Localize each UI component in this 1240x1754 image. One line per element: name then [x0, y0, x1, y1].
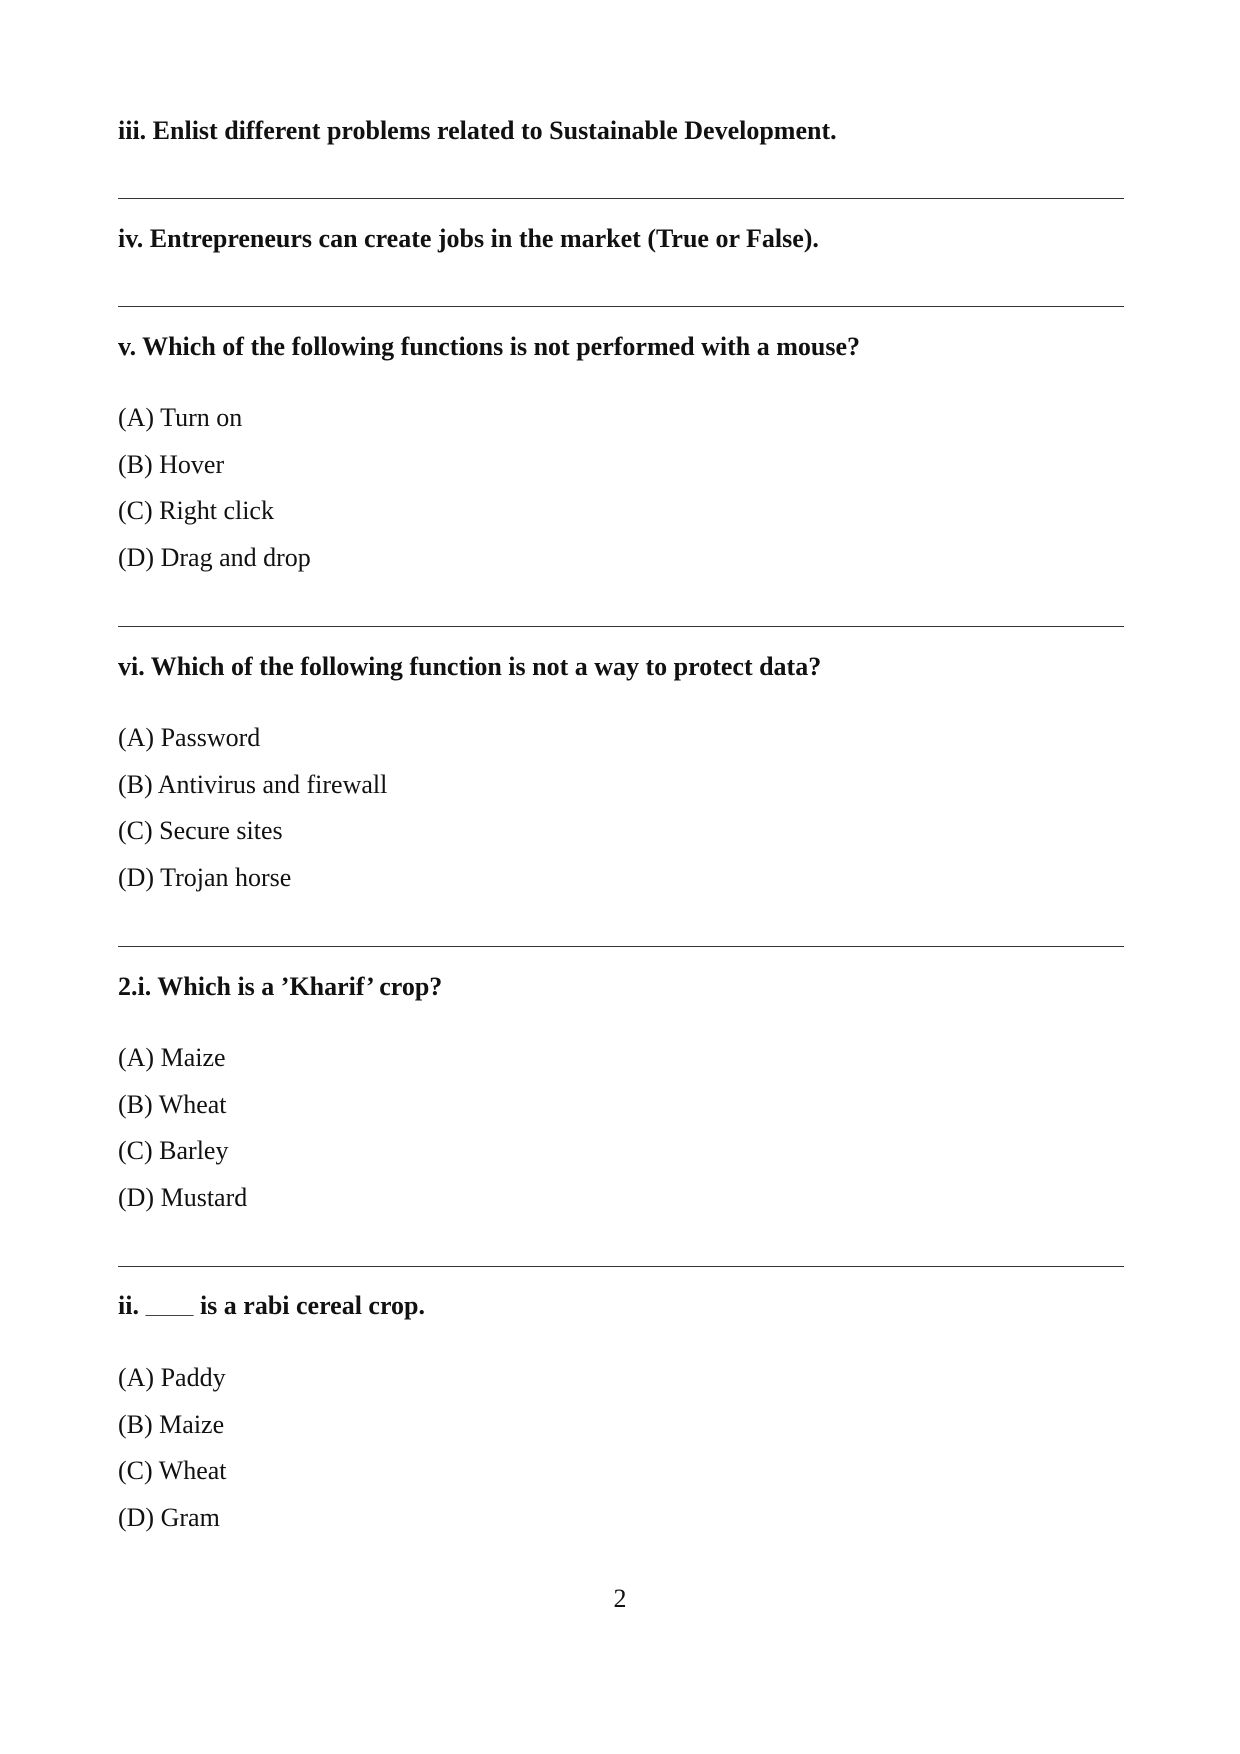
page-number: 2: [613, 1584, 627, 1613]
answer-line: [118, 946, 1124, 947]
answer-line: [118, 306, 1124, 307]
question-2-i: 2.i. Which is a ’Kharif’ crop?: [118, 972, 443, 1001]
answer-line: [118, 198, 1124, 199]
option-d: (D) Drag and drop: [118, 543, 311, 572]
option-d: (D) Gram: [118, 1503, 220, 1532]
question-v: v. Which of the following functions is not performed with a mouse?: [118, 332, 860, 361]
option-a: (A) Password: [118, 723, 261, 752]
question-iii: iii. Enlist different problems related to Sustainable Development.: [118, 116, 837, 145]
question-iv: iv. Entrepreneurs can create jobs in the market (True or False).: [118, 224, 819, 253]
option-c: (C) Barley: [118, 1136, 229, 1165]
option-c: (C) Secure sites: [118, 816, 283, 845]
option-a: (A) Paddy: [118, 1363, 226, 1392]
option-c: (C) Right click: [118, 496, 274, 525]
answer-line: [118, 1266, 1124, 1267]
option-b: (B) Antivirus and firewall: [118, 770, 388, 799]
option-b: (B) Maize: [118, 1410, 225, 1439]
fill-in-blank: ______: [145, 1301, 194, 1318]
option-a: (A) Turn on: [118, 403, 243, 432]
option-a: (A) Maize: [118, 1043, 226, 1072]
answer-line: [118, 626, 1124, 627]
question-vi: vi. Which of the following function is not a way to protect data?: [118, 652, 822, 681]
option-b: (B) Wheat: [118, 1090, 227, 1119]
option-d: (D) Trojan horse: [118, 863, 292, 892]
question-ii: [118, 1291, 425, 1325]
option-d: (D) Mustard: [118, 1183, 248, 1212]
question-ii-text: is a rabi cereal crop.: [199, 1291, 426, 1320]
option-b: (B) Hover: [118, 450, 225, 479]
question-ii-number: ii.: [118, 1291, 139, 1320]
option-c: (C) Wheat: [118, 1456, 227, 1485]
